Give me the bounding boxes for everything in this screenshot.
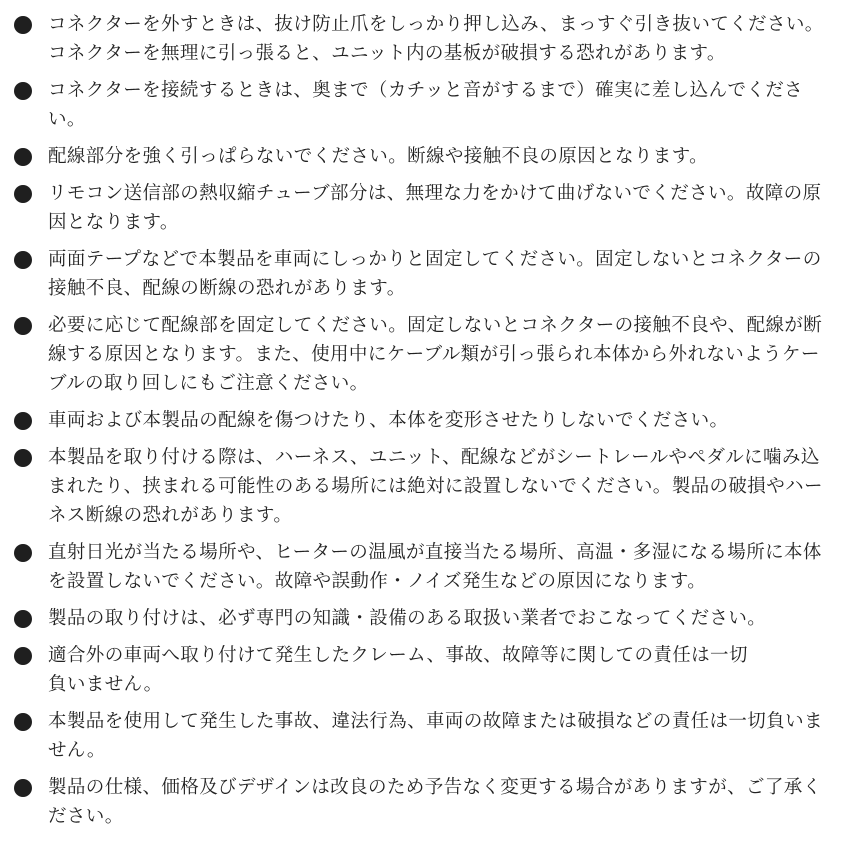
notice-line: い。 (48, 109, 86, 130)
bullet-icon (14, 16, 32, 34)
notice-text (48, 641, 851, 699)
list-item (14, 245, 851, 303)
notice-text (48, 773, 851, 831)
notice-text (48, 245, 851, 303)
notice-line: 本製品を使用して発生した事故、違法行為、車両の故障または破損などの責任は一切負いま (48, 711, 823, 732)
notice-text (48, 311, 851, 398)
notice-line: 負いません。 (48, 674, 163, 695)
list-item (14, 406, 851, 435)
notice-line: 車両および本製品の配線を傷つけたり、本体を変形させたりしないでください。 (48, 410, 729, 431)
bullet-icon (14, 317, 32, 335)
bullet-icon (14, 185, 32, 203)
notice-line: 本製品を取り付ける際は、ハーネス、ユニット、配線などがシートレールやペダルに噛み込 (48, 447, 820, 468)
notice-text (48, 538, 851, 596)
bullet-icon (14, 713, 32, 731)
list-item (14, 142, 851, 171)
notice-line: 両面テープなどで本製品を車両にしっかりと固定してください。固定しないとコネクターの (48, 249, 822, 270)
notice-text (48, 707, 851, 765)
notice-line: 因となります。 (48, 212, 179, 233)
notice-line: ブルの取り回しにもご注意ください。 (48, 373, 369, 394)
notice-line: ネス断線の恐れがあります。 (48, 505, 293, 526)
notice-line: せん。 (48, 740, 106, 761)
notice-line: リモコン送信部の熱収縮チューブ部分は、無理な力をかけて曲げないでください。故障の原 (48, 183, 822, 204)
notice-line: 配線部分を強く引っぱらないでください。断線や接触不良の原因となります。 (48, 146, 709, 167)
notice-line: まれたり、挟まれる可能性のある場所には絶対に設置しないでください。製品の破損やハー (48, 476, 823, 497)
notice-text (48, 179, 851, 237)
notice-text (48, 406, 851, 435)
notice-line: 製品の取り付けは、必ず専門の知識・設備のある取扱い業者でおこなってください。 (48, 608, 767, 629)
list-item (14, 538, 851, 596)
list-item (14, 773, 851, 831)
notice-line: 接触不良、配線の断線の恐れがあります。 (48, 278, 406, 299)
notice-line: 製品の仕様、価格及びデザインは改良のため予告なく変更する場合がありますが、ご了承く (48, 777, 822, 798)
bullet-icon (14, 544, 32, 562)
list-item (14, 10, 851, 68)
notice-line: ださい。 (48, 806, 124, 827)
notice-text (48, 604, 851, 633)
bullet-icon (14, 148, 32, 166)
notice-line: コネクターを接続するときは、奥まで（カチッと音がするまで）確実に差し込んでくださ (48, 80, 804, 101)
list-item (14, 707, 851, 765)
notice-text (48, 443, 851, 530)
list-item (14, 641, 851, 699)
notice-line: 線する原因となります。また、使用中にケーブル類が引っ張られ本体から外れないようケー (48, 344, 820, 365)
notice-text (48, 76, 851, 134)
bullet-icon (14, 779, 32, 797)
bullet-icon (14, 610, 32, 628)
list-item (14, 604, 851, 633)
bullet-icon (14, 647, 32, 665)
list-item (14, 443, 851, 530)
list-item (14, 311, 851, 398)
notice-line: 適合外の車両へ取り付けて発生したクレーム、事故、故障等に関しての責任は一切 (48, 645, 748, 666)
list-item (14, 76, 851, 134)
bullet-icon (14, 82, 32, 100)
notice-text (48, 142, 851, 171)
notice-line: コネクターを無理に引っ張ると、ユニット内の基板が破損する恐れがあります。 (48, 43, 726, 64)
notice-line: を設置しないでください。故障や誤動作・ノイズ発生などの原因になります。 (48, 571, 707, 592)
notice-line: 直射日光が当たる場所や、ヒーターの温風が直接当たる場所、高温・多湿になる場所に本体 (48, 542, 822, 563)
notice-text (48, 10, 851, 68)
notice-line: 必要に応じて配線部を固定してください。固定しないとコネクターの接触不良や、配線が断 (48, 315, 823, 336)
bullet-icon (14, 449, 32, 467)
list-item (14, 179, 851, 237)
bullet-icon (14, 251, 32, 269)
notice-line: コネクターを外すときは、抜け防止爪をしっかり押し込み、まっすぐ引き抜いてください。 (48, 14, 824, 35)
bullet-icon (14, 412, 32, 430)
